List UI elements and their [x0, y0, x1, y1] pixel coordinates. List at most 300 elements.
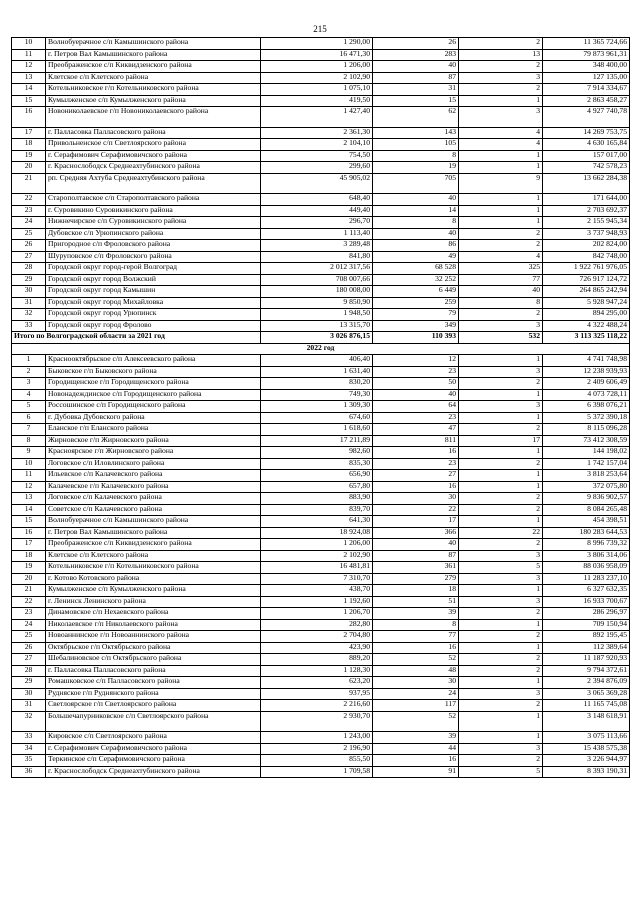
count-cell: 2: [459, 38, 543, 50]
residents-cell: 64: [373, 401, 459, 413]
table-row: [12, 424, 630, 436]
count-cell: 1: [459, 162, 543, 174]
amount-cell: 2 863 458,27: [543, 95, 630, 107]
table-row: [12, 95, 630, 107]
area-cell: 674,60: [261, 412, 373, 424]
municipality-name: Городской округ город Михайловка: [46, 297, 261, 309]
amount-cell: 5 372 390,18: [543, 412, 630, 424]
count-cell: 1: [459, 355, 543, 367]
residents-cell: 6 449: [373, 286, 459, 298]
area-cell: 423,90: [261, 642, 373, 654]
table-row: [12, 84, 630, 96]
amount-cell: 1 742 157,04: [543, 458, 630, 470]
amount-cell: 88 036 958,09: [543, 562, 630, 574]
municipality-name: г. Серафимович Серафимовичского района: [46, 743, 261, 755]
amount-cell: 6 398 076,21: [543, 401, 630, 413]
residents-cell: 31: [373, 84, 459, 96]
row-number: 6: [12, 412, 46, 424]
row-number: 34: [12, 743, 46, 755]
amount-cell: 112 389,64: [543, 642, 630, 654]
table-row: [12, 562, 630, 574]
row-number: 15: [12, 95, 46, 107]
residents-cell: 705: [373, 173, 459, 194]
residents-cell: 49: [373, 251, 459, 263]
residents-cell: 17: [373, 516, 459, 528]
total-d-cell: 3 113 325 118,22: [543, 332, 630, 344]
table-row: [12, 654, 630, 666]
amount-cell: 892 195,45: [543, 631, 630, 643]
municipality-name: Привольненское с/п Светлоярского района: [46, 139, 261, 151]
area-cell: 708 007,66: [261, 274, 373, 286]
municipality-name: Октябрьское г/п Октябрьского района: [46, 642, 261, 654]
count-cell: 4: [459, 127, 543, 139]
residents-cell: 27: [373, 470, 459, 482]
row-number: 16: [12, 107, 46, 128]
amount-cell: 16 933 700,67: [543, 596, 630, 608]
area-cell: 16 471,30: [261, 49, 373, 61]
row-number: 7: [12, 424, 46, 436]
area-cell: 1 206,00: [261, 61, 373, 73]
count-cell: 3: [459, 743, 543, 755]
table-row: [12, 251, 630, 263]
row-number: 12: [12, 481, 46, 493]
table-row: [12, 481, 630, 493]
row-number: 26: [12, 240, 46, 252]
area-cell: 1 631,40: [261, 366, 373, 378]
residents-cell: 23: [373, 458, 459, 470]
row-number: 32: [12, 309, 46, 321]
count-cell: 325: [459, 263, 543, 275]
area-cell: 1 206,00: [261, 539, 373, 551]
municipality-name: Городской округ город Фролово: [46, 320, 261, 332]
count-cell: 1: [459, 389, 543, 401]
residents-cell: 143: [373, 127, 459, 139]
residents-cell: 79: [373, 309, 459, 321]
residents-cell: 40: [373, 389, 459, 401]
table-row: [12, 309, 630, 321]
municipality-name: г. Петров Вал Камышинского района: [46, 49, 261, 61]
residents-cell: 8: [373, 150, 459, 162]
row-number: 31: [12, 700, 46, 712]
amount-cell: 8 996 739,32: [543, 539, 630, 551]
row-number: 9: [12, 447, 46, 459]
count-cell: 4: [459, 139, 543, 151]
municipality-name: Клетское с/п Клетского района: [46, 550, 261, 562]
count-cell: 2: [459, 309, 543, 321]
area-cell: 1 192,60: [261, 596, 373, 608]
amount-cell: 454 398,51: [543, 516, 630, 528]
table-row: [12, 631, 630, 643]
municipality-name: Клетское с/п Клетского района: [46, 72, 261, 84]
area-cell: 438,70: [261, 585, 373, 597]
municipality-name: Городской округ город-герой Волгоград: [46, 263, 261, 275]
amount-cell: 73 412 308,59: [543, 435, 630, 447]
count-cell: 2: [459, 458, 543, 470]
amount-cell: 180 283 644,53: [543, 527, 630, 539]
area-cell: 1 075,10: [261, 84, 373, 96]
row-number: 29: [12, 274, 46, 286]
residents-cell: 39: [373, 608, 459, 620]
municipality-name: г. Краснослободск Среднеахтубинского района: [46, 766, 261, 778]
table-row: [12, 755, 630, 767]
count-cell: 1: [459, 217, 543, 229]
area-cell: 13 315,70: [261, 320, 373, 332]
municipality-name: Котельниковское г/п Котельниковского района: [46, 84, 261, 96]
table-row: [12, 585, 630, 597]
table-row: [12, 389, 630, 401]
table-row: [12, 665, 630, 677]
residents-cell: 30: [373, 677, 459, 689]
table-row: [12, 297, 630, 309]
amount-cell: 11 283 237,10: [543, 573, 630, 585]
area-cell: 1 128,30: [261, 665, 373, 677]
table-row: [12, 766, 630, 778]
area-cell: 937,95: [261, 688, 373, 700]
area-cell: 7 310,70: [261, 573, 373, 585]
row-number: 10: [12, 38, 46, 50]
row-number: 5: [12, 401, 46, 413]
area-cell: 1 309,30: [261, 401, 373, 413]
amount-cell: 171 644,00: [543, 194, 630, 206]
row-number: 32: [12, 711, 46, 732]
row-number: 18: [12, 550, 46, 562]
count-cell: 2: [459, 61, 543, 73]
municipality-name: Еланское г/п Еланского района: [46, 424, 261, 436]
count-cell: 5: [459, 766, 543, 778]
page-number: 215: [313, 24, 327, 34]
municipality-name: Старополтавское с/п Старополтавского района: [46, 194, 261, 206]
area-cell: 2 361,30: [261, 127, 373, 139]
table-row: [12, 228, 630, 240]
municipality-name: г. Ленинск Ленинского района: [46, 596, 261, 608]
municipality-name: Новонадеждинское с/п Городищенского района: [46, 389, 261, 401]
table-row: [12, 263, 630, 275]
count-cell: 22: [459, 527, 543, 539]
area-cell: 1 113,40: [261, 228, 373, 240]
count-cell: 3: [459, 688, 543, 700]
count-cell: 40: [459, 286, 543, 298]
residents-cell: 68 528: [373, 263, 459, 275]
table-row: [12, 274, 630, 286]
count-cell: 77: [459, 274, 543, 286]
count-cell: 1: [459, 150, 543, 162]
row-number: 2: [12, 366, 46, 378]
residents-cell: 23: [373, 412, 459, 424]
residents-cell: 32 252: [373, 274, 459, 286]
municipality-name: Ильевское с/п Калачевского района: [46, 470, 261, 482]
amount-cell: 372 075,80: [543, 481, 630, 493]
area-cell: 830,20: [261, 378, 373, 390]
residents-cell: 12: [373, 355, 459, 367]
amount-cell: 12 238 939,93: [543, 366, 630, 378]
row-number: 26: [12, 642, 46, 654]
amount-cell: 4 741 748,98: [543, 355, 630, 367]
table-row: [12, 401, 630, 413]
amount-cell: 8 084 265,48: [543, 504, 630, 516]
table-row: [12, 61, 630, 73]
total-label: Итого по Волгоградской области за 2021 год: [12, 332, 261, 344]
count-cell: 1: [459, 481, 543, 493]
row-number: 22: [12, 596, 46, 608]
count-cell: 3: [459, 401, 543, 413]
amount-cell: 264 865 242,94: [543, 286, 630, 298]
count-cell: 3: [459, 573, 543, 585]
residents-cell: 117: [373, 700, 459, 712]
table-row: [12, 642, 630, 654]
count-cell: 2: [459, 493, 543, 505]
amount-cell: 14 269 753,75: [543, 127, 630, 139]
table-row: [12, 458, 630, 470]
residents-cell: 14: [373, 205, 459, 217]
residents-cell: 366: [373, 527, 459, 539]
count-cell: 2: [459, 228, 543, 240]
count-cell: 1: [459, 447, 543, 459]
table-row: [12, 677, 630, 689]
row-number: 11: [12, 470, 46, 482]
area-cell: 2 216,60: [261, 700, 373, 712]
amount-cell: 4 322 488,24: [543, 320, 630, 332]
residents-cell: 18: [373, 585, 459, 597]
table-row: [12, 550, 630, 562]
residents-cell: 16: [373, 755, 459, 767]
residents-cell: 87: [373, 550, 459, 562]
amount-cell: 842 748,00: [543, 251, 630, 263]
residents-cell: 86: [373, 240, 459, 252]
residents-cell: 47: [373, 424, 459, 436]
area-cell: 419,50: [261, 95, 373, 107]
count-cell: 1: [459, 516, 543, 528]
residents-cell: 87: [373, 72, 459, 84]
area-cell: 623,20: [261, 677, 373, 689]
residents-cell: 51: [373, 596, 459, 608]
municipality-name: Кумылженское с/п Кумылженского района: [46, 95, 261, 107]
amount-cell: 726 917 124,72: [543, 274, 630, 286]
row-number: 13: [12, 493, 46, 505]
table-row: [12, 573, 630, 585]
table-row: [12, 366, 630, 378]
row-number: 14: [12, 84, 46, 96]
residents-cell: 40: [373, 228, 459, 240]
amount-cell: 9 794 372,61: [543, 665, 630, 677]
area-cell: 648,40: [261, 194, 373, 206]
residents-cell: 16: [373, 481, 459, 493]
amount-cell: 15 438 575,38: [543, 743, 630, 755]
area-cell: 2 012 317,56: [261, 263, 373, 275]
area-cell: 657,80: [261, 481, 373, 493]
count-cell: 2: [459, 539, 543, 551]
municipality-name: г. Палласовка Палласовского района: [46, 127, 261, 139]
residents-cell: 105: [373, 139, 459, 151]
row-number: 20: [12, 162, 46, 174]
table-row: [12, 378, 630, 390]
table-row: [12, 217, 630, 229]
residents-cell: 52: [373, 711, 459, 732]
municipality-name: Нижнечирское с/п Суровикинского района: [46, 217, 261, 229]
row-number: 15: [12, 516, 46, 528]
residents-cell: 19: [373, 162, 459, 174]
amount-cell: 4 630 165,84: [543, 139, 630, 151]
residents-cell: 279: [373, 573, 459, 585]
data-table: [11, 37, 630, 778]
area-cell: 9 850,90: [261, 297, 373, 309]
municipality-name: Краснооктябрьское с/п Алексеевского района: [46, 355, 261, 367]
municipality-name: Волнобуерачное с/п Камышинского района: [46, 516, 261, 528]
row-number: 23: [12, 205, 46, 217]
area-cell: 855,50: [261, 755, 373, 767]
municipality-name: Городской округ город Урюпинск: [46, 309, 261, 321]
municipality-name: Преображенское с/п Киквидзенского района: [46, 61, 261, 73]
amount-cell: 9 836 902,57: [543, 493, 630, 505]
table-row: [12, 286, 630, 298]
area-cell: 2 196,90: [261, 743, 373, 755]
amount-cell: 3 226 944,97: [543, 755, 630, 767]
row-number: 22: [12, 194, 46, 206]
area-cell: 656,90: [261, 470, 373, 482]
residents-cell: 24: [373, 688, 459, 700]
year-heading-row: [12, 343, 630, 355]
table-row: [12, 107, 630, 128]
amount-cell: 127 135,00: [543, 72, 630, 84]
table-row: [12, 49, 630, 61]
residents-cell: 15: [373, 95, 459, 107]
amount-cell: 8 115 096,28: [543, 424, 630, 436]
amount-cell: 742 578,23: [543, 162, 630, 174]
count-cell: 1: [459, 642, 543, 654]
table-row: [12, 355, 630, 367]
row-number: 30: [12, 688, 46, 700]
residents-cell: 259: [373, 297, 459, 309]
table-row: [12, 173, 630, 194]
table-row: [12, 732, 630, 744]
area-cell: 749,30: [261, 389, 373, 401]
count-cell: 1: [459, 205, 543, 217]
table-row: [12, 205, 630, 217]
area-cell: 299,60: [261, 162, 373, 174]
area-cell: 45 905,02: [261, 173, 373, 194]
table-row: [12, 240, 630, 252]
row-number: 20: [12, 573, 46, 585]
row-number: 28: [12, 263, 46, 275]
amount-cell: 11 165 745,08: [543, 700, 630, 712]
count-cell: 1: [459, 732, 543, 744]
count-cell: 2: [459, 424, 543, 436]
table-row: [12, 150, 630, 162]
table-row: [12, 320, 630, 332]
amount-cell: 13 662 284,38: [543, 173, 630, 194]
residents-cell: 349: [373, 320, 459, 332]
amount-cell: 202 824,00: [543, 240, 630, 252]
municipality-name: Шебалиновское с/п Октябрьского района: [46, 654, 261, 666]
area-cell: 1 206,70: [261, 608, 373, 620]
row-number: 19: [12, 150, 46, 162]
municipality-name: Советское с/п Калачевского района: [46, 504, 261, 516]
residents-cell: 40: [373, 194, 459, 206]
municipality-name: Новониколаевское г/п Новониколаевского района: [46, 107, 261, 128]
count-cell: 3: [459, 320, 543, 332]
amount-cell: 6 327 632,35: [543, 585, 630, 597]
residents-cell: 361: [373, 562, 459, 574]
amount-cell: 3 818 253,64: [543, 470, 630, 482]
residents-cell: 48: [373, 665, 459, 677]
amount-cell: 8 393 190,31: [543, 766, 630, 778]
municipality-name: Калачевское г/п Калачевского района: [46, 481, 261, 493]
row-number: 24: [12, 217, 46, 229]
residents-cell: 50: [373, 378, 459, 390]
total-a-cell: 3 026 876,15: [261, 332, 373, 344]
row-number: 21: [12, 585, 46, 597]
amount-cell: 2 409 606,49: [543, 378, 630, 390]
area-cell: 16 481,81: [261, 562, 373, 574]
count-cell: 9: [459, 173, 543, 194]
row-number: 13: [12, 72, 46, 84]
area-cell: 1 243,00: [261, 732, 373, 744]
count-cell: 5: [459, 562, 543, 574]
count-cell: 17: [459, 435, 543, 447]
area-cell: 17 211,89: [261, 435, 373, 447]
area-cell: 982,60: [261, 447, 373, 459]
municipality-name: Логовское с/п Иловлинского района: [46, 458, 261, 470]
municipality-name: г. Палласовка Палласовского района: [46, 665, 261, 677]
area-cell: 1 427,40: [261, 107, 373, 128]
municipality-name: г. Серафимович Серафимовичского района: [46, 150, 261, 162]
municipality-name: г. Суровикино Суровикинского района: [46, 205, 261, 217]
amount-cell: 1 922 761 976,05: [543, 263, 630, 275]
amount-cell: 3 148 618,91: [543, 711, 630, 732]
count-cell: 2: [459, 608, 543, 620]
row-number: 10: [12, 458, 46, 470]
municipality-name: Ромашковское с/п Палласовского района: [46, 677, 261, 689]
count-cell: 3: [459, 107, 543, 128]
municipality-name: г. Котово Котовского района: [46, 573, 261, 585]
table-row: [12, 608, 630, 620]
row-number: 29: [12, 677, 46, 689]
area-cell: 841,80: [261, 251, 373, 263]
residents-cell: 811: [373, 435, 459, 447]
table-row: [12, 72, 630, 84]
table-row: [12, 194, 630, 206]
area-cell: 889,20: [261, 654, 373, 666]
table-row: [12, 162, 630, 174]
count-cell: 4: [459, 251, 543, 263]
residents-cell: 44: [373, 743, 459, 755]
residents-cell: 52: [373, 654, 459, 666]
municipality-name: г. Петров Вал Камышинского района: [46, 527, 261, 539]
area-cell: 754,50: [261, 150, 373, 162]
row-number: 28: [12, 665, 46, 677]
row-number: 17: [12, 127, 46, 139]
municipality-name: рп. Средняя Ахтуба Среднеахтубинского района: [46, 173, 261, 194]
amount-cell: 2 155 945,34: [543, 217, 630, 229]
total-c-cell: 532: [459, 332, 543, 344]
amount-cell: 11 187 920,93: [543, 654, 630, 666]
municipality-name: Пригородное с/п Фроловского района: [46, 240, 261, 252]
count-cell: 1: [459, 619, 543, 631]
table-row: [12, 127, 630, 139]
area-cell: 406,40: [261, 355, 373, 367]
amount-cell: 3 065 369,28: [543, 688, 630, 700]
area-cell: 835,30: [261, 458, 373, 470]
table-row: [12, 470, 630, 482]
residents-cell: 62: [373, 107, 459, 128]
row-number: 12: [12, 61, 46, 73]
table-row: [12, 711, 630, 732]
row-number: 27: [12, 251, 46, 263]
count-cell: 2: [459, 84, 543, 96]
count-cell: 2: [459, 700, 543, 712]
amount-cell: 11 365 724,66: [543, 38, 630, 50]
table-row: [12, 412, 630, 424]
area-cell: 2 704,80: [261, 631, 373, 643]
